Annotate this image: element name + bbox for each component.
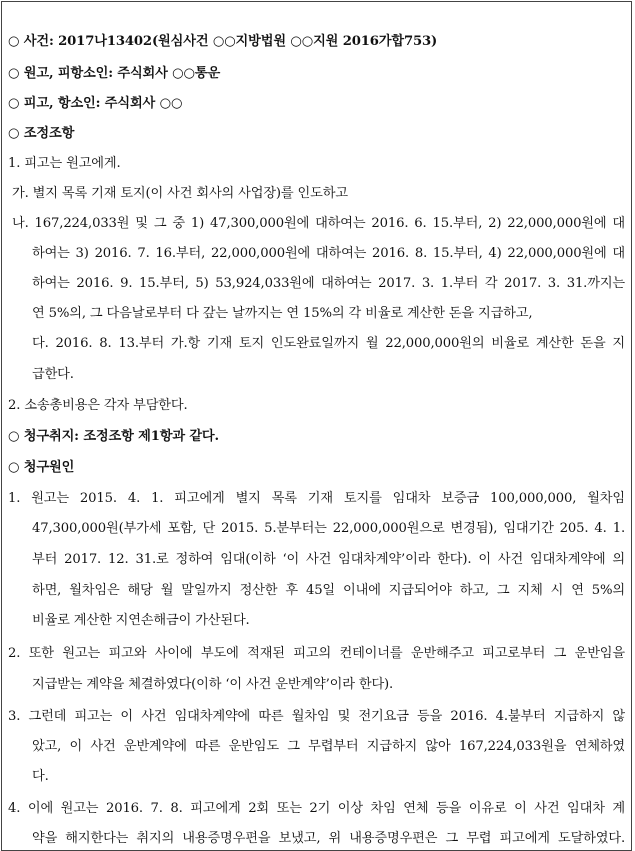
- document-page: [1, 1, 632, 851]
- mediation-item: 나. 167,224,033원 및 그 중 1) 47,300,000원에 대하여는 2016. 6. 15.부터, 2) 22,000,000원에 대: [12, 216, 625, 231]
- claim-cause-line: 부터 2017. 12. 31.로 정하여 임대(이하 ‘이 사건 임대차계약’이라 한다). 이 사건 임대차계약에 의: [32, 552, 625, 567]
- claim-cause-line: 3. 그런데 피고는 이 사건 임대차계약에 따른 월차임 및 전기요금 등을 2016. 4.불부터 지급하지 않: [8, 709, 625, 724]
- mediation-item: 급한다.: [32, 367, 74, 382]
- mediation-item: 연 5%의, 그 다음날로부터 다 갚는 날까지는 연 15%의 각 비율로 계산한 돈을 지급하고,: [32, 306, 533, 321]
- defendant-line: ○ 피고, 항소인: 주식회사 ○○: [8, 96, 183, 111]
- claim-cause-line: 다.: [32, 769, 49, 784]
- mediation-item: 가. 별지 목록 기재 토지(이 사건 회사의 사업장)를 인도하고: [12, 186, 348, 201]
- mediation-item: 하여는 3) 2016. 7. 16.부터, 22,000,000원에 대하여는 2016. 8. 15.부터, 4) 22,000,000원에 대: [32, 246, 625, 261]
- mediation-item: 다. 2016. 8. 13.부터 가.항 기재 토지 인도완료일까지 월 22,000,000원의 비율로 계산한 돈을 지: [32, 336, 625, 351]
- mediation-item: 2. 소송총비용은 각자 부담한다.: [8, 398, 188, 413]
- claim-cause-line: 47,300,000원(부가세 포함, 단 2015. 5.분부터는 22,000,000원으로 변경됨), 임대기간 205. 4. 1.: [32, 521, 625, 536]
- claim-cause-heading: ○ 청구원인: [8, 460, 75, 475]
- claim-cause-line: 2. 또한 원고는 피고와 사이에 부도에 적재된 피고의 컨테이너를 운반해주고 피고로부터 그 운반임을: [8, 646, 625, 661]
- claim-purpose: ○ 청구취지: 조정조항 제1항과 같다.: [8, 429, 219, 444]
- case-line: ○ 사건: 2017나13402(원심사건 ○○지방법원 ○○지원 2016가합753): [8, 34, 438, 49]
- mediation-heading: ○ 조정조항: [8, 126, 75, 141]
- claim-cause-line: 1. 원고는 2015. 4. 1. 피고에게 별지 목록 기재 토지를 임대차 보증금 100,000,000, 월차임: [8, 491, 625, 506]
- claim-cause-line: 4. 이에 원고는 2016. 7. 8. 피고에게 2회 또는 2기 이상 차임 연체 등을 이유로 이 사건 임대차 계: [8, 801, 625, 816]
- mediation-item: 1. 피고는 원고에게.: [8, 156, 121, 171]
- claim-cause-line: 하면, 월차임은 해당 월 말일까지 정산한 후 45일 이내에 지급되어야 하고, 그 지체 시 연 5%의: [32, 583, 625, 598]
- claim-cause-line: 지급받는 계약을 체결하였다(이하 ‘이 사건 운반계약’이라 한다).: [32, 677, 394, 692]
- mediation-item: 하여는 2016. 9. 15.부터, 5) 53,924,033원에 대하여는 2017. 3. 1.부터 각 2017. 3. 31.까지는: [32, 276, 625, 291]
- claim-cause-line: 비율로 계산한 지연손해금이 가산된다.: [32, 613, 250, 628]
- plaintiff-line: ○ 원고, 피항소인: 주식회사 ○○통운: [8, 66, 221, 81]
- claim-cause-line: 약을 해지한다는 취지의 내용증명우편을 보냈고, 위 내용증명우편은 그 무렵 피고에게 도달하였다.: [32, 831, 625, 846]
- claim-cause-line: 았고, 이 사건 운반계약에 따른 운반임도 그 무렵부터 지급하지 않아 167,224,033원을 연체하였: [32, 739, 625, 754]
